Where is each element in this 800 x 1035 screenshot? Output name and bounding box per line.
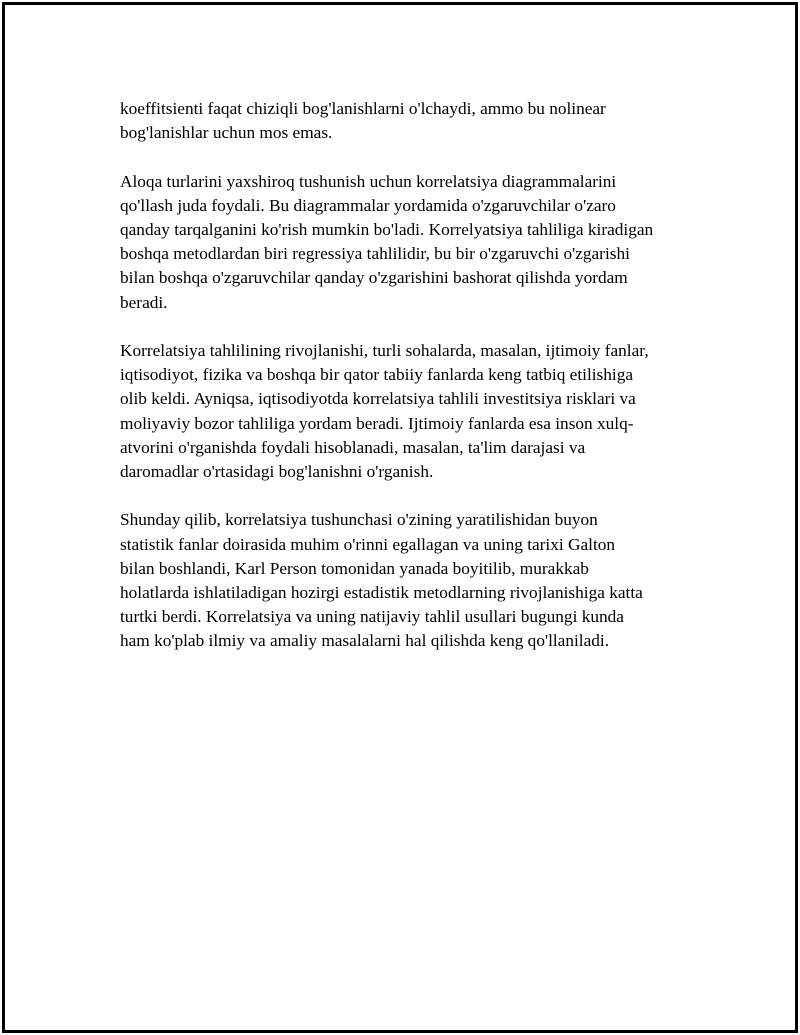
paragraph-line: Korrelatsiya tahlilining rivojlanishi, turli sohalarda, masalan, ijtimoiy fanlar,	[120, 341, 649, 360]
paragraph-line: Aloqa turlarini yaxshiroq tushunish uchun korrelatsiya diagrammalarini	[120, 171, 617, 191]
paragraph-4	[120, 508, 700, 653]
paragraph-line: qanday tarqalganini ko'rish mumkin bo'ladi. Korrelyatsiya tahliliga kiradigan	[120, 220, 654, 239]
paragraph-line: ham ko'plab ilmiy va amaliy masalalarni hal qilishda keng qo'llaniladi.	[120, 631, 610, 651]
paragraph-line: bilan boshlandi, Karl Person tomonidan yanada boyitilib, murakkab	[120, 558, 589, 578]
paragraph-line: iqtisodiyot, fizika va boshqa bir qator tabiiy fanlarda keng tatbiq etilishiga	[120, 365, 634, 385]
paragraph-line: daromadlar o'rtasidagi bog'lanishni o'rganish.	[120, 462, 434, 482]
paragraph-3	[120, 339, 700, 484]
paragraph-line: turtki berdi. Korrelatsiya va uning natijaviy tahlil usullari bugungi kunda	[120, 607, 624, 627]
paragraph-line: moliyaviy bozor tahliliga yordam beradi. Ijtimoiy fanlarda esa inson xulq-	[120, 413, 634, 433]
paragraph-line: olib keldi. Ayniqsa, iqtisodiyotda korrelatsiya tahlili investitsiya risklari va	[120, 389, 636, 409]
paragraph-line: atvorini o'rganishda foydali hisoblanadi, masalan, ta'lim darajasi va	[120, 437, 586, 457]
paragraph-line: bog'lanishlar uchun mos emas.	[120, 123, 333, 143]
paragraph-1	[120, 97, 700, 145]
paragraph-line: holatlarda ishlatiladigan hozirgi estadistik metodlarning rivojlanishiga katta	[120, 583, 643, 603]
paragraph-2	[120, 170, 700, 315]
document-page	[2, 2, 798, 1033]
paragraph-line: statistik fanlar doirasida muhim o'rinni egallagan va uning tarixi Galton	[120, 534, 616, 554]
paragraph-line: koeffitsienti faqat chiziqli bog'lanishlarni o'lchaydi, ammo bu nolinear	[120, 99, 606, 118]
paragraph-line: Shunday qilib, korrelatsiya tushunchasi o'zining yaratilishidan buyon	[120, 510, 598, 530]
paragraph-line: qo'llash juda foydali. Bu diagrammalar yordamida o'zgaruvchilar o'zaro	[120, 195, 616, 215]
paragraph-line: bilan boshqa o'zgaruvchilar qanday o'zgarishini bashorat qilishda yordam	[120, 268, 628, 288]
paragraph-line: boshqa metodlardan biri regressiya tahlilidir, bu bir o'zgaruvchi o'zgarishi	[120, 244, 630, 264]
paragraph-line: beradi.	[120, 292, 168, 312]
document-body	[120, 97, 700, 678]
